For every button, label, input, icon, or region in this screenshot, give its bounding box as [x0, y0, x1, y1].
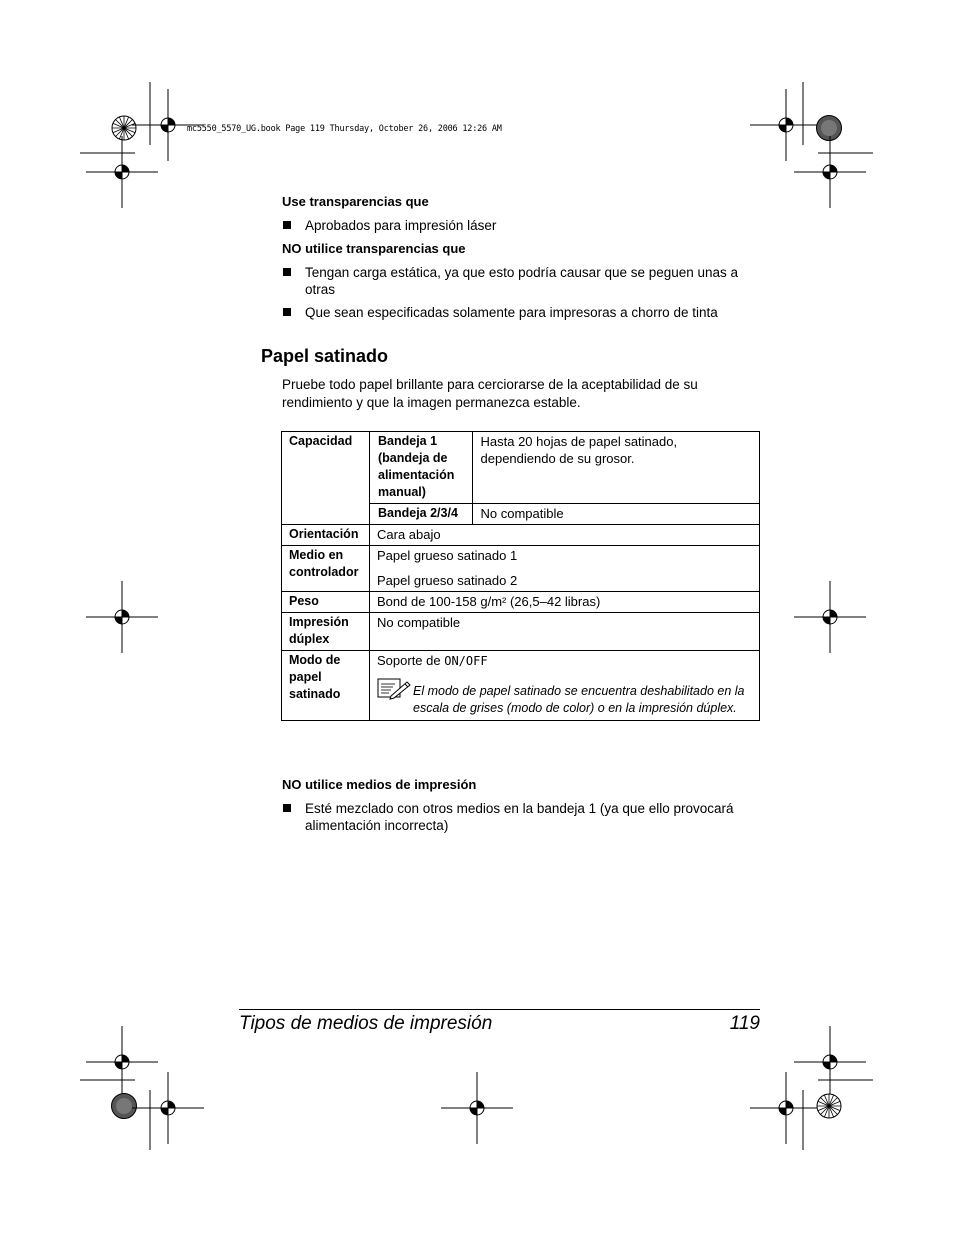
tray234-label: Bandeja 2/3/4 [370, 504, 472, 525]
weight-label: Peso [282, 592, 370, 613]
tray234-value: No compatible [480, 506, 564, 521]
tray1-value: Hasta 20 hojas de papel satinado, dependiendo de su grosor. [472, 432, 759, 504]
duplex-label: Impresión dúplex [282, 613, 370, 651]
note-text: El modo de papel satinado se encuentra deshabilitado en la escala de grises (modo de color) o en la impresión dúplex. [413, 684, 745, 715]
footer-rule [239, 1009, 760, 1010]
dont-use-media-title: NO utilice medios de impresión [282, 777, 477, 792]
glossy-mode-support-text: Soporte de [377, 653, 445, 668]
driver-media-label: Medio en controlador [282, 546, 370, 592]
dont-use-transparencies-title: NO utilice transparencias que [282, 241, 466, 256]
list-item: Aprobados para impresión láser [283, 217, 761, 234]
note-pencil-icon [377, 676, 413, 700]
note [377, 676, 757, 717]
orientation-label: Orientación [282, 525, 370, 546]
list-item: Tengan carga estática, ya que esto podría causar que se peguen unas a otras [283, 264, 761, 298]
capacity-cell [370, 432, 760, 525]
print-header-info: mc5550_5570_UG.book Page 119 Thursday, October 26, 2006 12:26 AM [187, 124, 502, 134]
page-number: 119 [729, 1013, 760, 1034]
list-item: Que sean especificadas solamente para impresoras a chorro de tinta [283, 304, 761, 321]
tray1-label: Bandeja 1 (bandeja de alimentación manual) [370, 432, 472, 504]
footer-chapter-title: Tipos de medios de impresión [239, 1013, 493, 1034]
driver-media-cell [370, 546, 760, 592]
orientation-value: Cara abajo [370, 525, 760, 546]
driver-value-2: Papel grueso satinado 2 [377, 573, 518, 588]
glossy-paper-spec-table [281, 431, 760, 721]
glossy-mode-cell [370, 651, 760, 721]
weight-value: Bond de 100-158 g/m² (26,5–42 libras) [370, 592, 760, 613]
driver-value-1: Papel grueso satinado 1 [377, 548, 518, 563]
duplex-value: No compatible [370, 613, 760, 651]
section-heading: Papel satinado [261, 346, 389, 366]
use-transparencies-title: Use transparencias que [282, 194, 429, 209]
list-item: Esté mezclado con otros medios en la bandeja 1 (ya que ello provocará alimentación incorrecta) [283, 800, 761, 834]
on-off-value: ON/OFF [444, 654, 488, 668]
glossy-mode-support [377, 652, 757, 670]
glossy-mode-label: Modo de papel satinado [282, 651, 370, 721]
intro-paragraph: Pruebe todo papel brillante para cerciorarse de la aceptabilidad de su rendimiento y que la imagen permanezca estable. [282, 377, 698, 410]
capacity-label: Capacidad [282, 432, 370, 525]
